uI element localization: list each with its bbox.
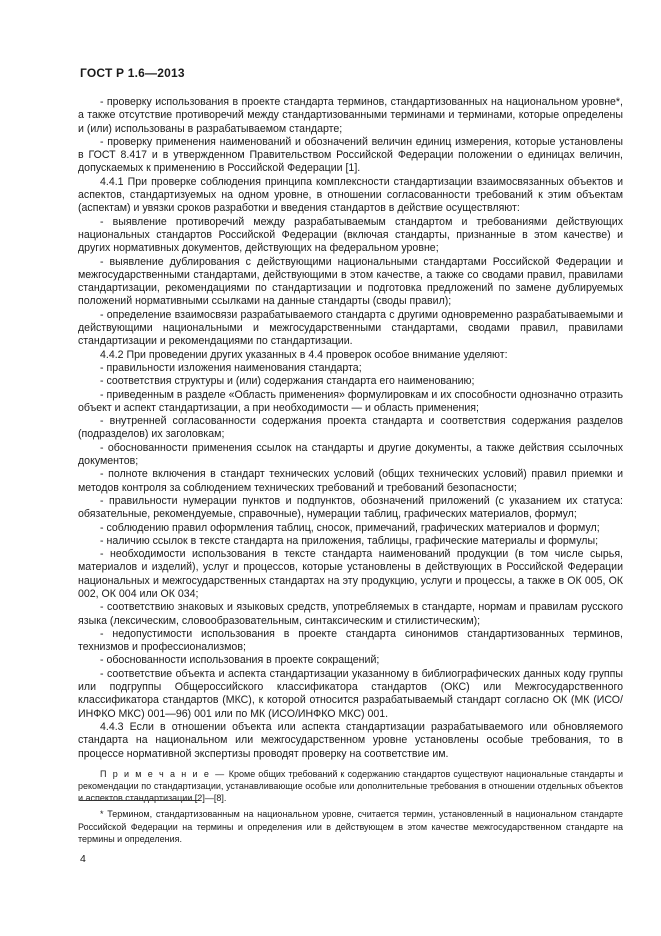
paragraph: - соответствия структуры и (или) содержания стандарта его наименованию; bbox=[100, 375, 475, 388]
note-label: П р и м е ч а н и е — bbox=[100, 768, 226, 779]
footnote-text: * Термином, стандартизованным на национальном уровне, считается термин, установленный в национальном стандарте Российской Федерации на термины и определения или в действующем в этом качестве межгосударственном стандарте на термины и определения. bbox=[78, 809, 623, 844]
paragraph: - проверку использования в проекте стандарта терминов, стандартизованных на национальном уровне*, а также отсутствие противоречий между стандартизованными терминами и терминами, которые определены и (или) использованы в разрабатываемом стандарте; bbox=[78, 96, 623, 135]
paragraph: - соответствию знаковых и языковых средств, употребляемых в стандарте, нормам и правилам русского языка (лексическим, словообразовательным, синтаксическим и стилистическим); bbox=[78, 601, 623, 627]
paragraph: - обоснованности применения ссылок на стандарты и другие документы, а также действия ссылочных документов; bbox=[78, 441, 623, 468]
paragraph: - проверку применения наименований и обозначений величин единиц измерения, которые установлены в ГОСТ 8.417 и в утвержденном Правительством Российской Федерации положении о единицах величин, допускаемых к применению в Российской Федерации [1]. bbox=[78, 135, 623, 175]
paragraph: - определение взаимосвязи разрабатываемого стандарта с другими одновременно разрабатываемыми и действующими национальными и межгосударственными стандартами, сводами правил, правилами стандартизации и рекомендациями по стандартизации. bbox=[78, 308, 623, 348]
paragraph: - соответствие объекта и аспекта стандартизации указанному в библиографических данных коду группы или подгруппы Общероссийского классификатора стандартов (ОКС) или Межгосударственного классификатора стандартов (МКС), к которой относится разрабатываемый стандарт согласно ОК (МК (ИСО/ИНФКО МКС) 001—96) 001 или по МК (ИСО/ИНФКО МКС) 001. bbox=[78, 667, 623, 720]
paragraph: - наличию ссылок в тексте стандарта на приложения, таблицы, графические материалы и формулы; bbox=[100, 534, 599, 547]
paragraph: 4.4.3 Если в отношении объекта или аспекта стандартизации разрабатываемого или обновляемого стандарта на национальном или межгосударственном уровне установлены особые требования, то в процессе нормативной экспертизы проводят проверку на соответствие им. bbox=[78, 720, 623, 760]
paragraph: - внутренней согласованности содержания проекта стандарта и соответствия содержания разделов (подразделов) их заголовкам; bbox=[78, 415, 623, 441]
document-header: ГОСТ Р 1.6—2013 bbox=[80, 66, 185, 80]
paragraph: - полноте включения в стандарт технических условий (общих технических условий) правил приемки и методов контроля за соблюдением технических требований и требований безопасности; bbox=[78, 468, 623, 494]
body-text bbox=[78, 96, 623, 804]
paragraph: 4.4.2 При проведении других указанных в 4.4 проверок особое внимание уделяют: bbox=[100, 348, 508, 361]
paragraph: - необходимости использования в тексте стандарта наименований продукции (в том числе сырья, материалов и изделий), услуг и процессов, которые установлены в действующих в Российской Федерации национальных и межгосударственных стандартах на эту продукцию, услуги и процессы, а также в ОК 005, ОК 002, ОК 004 или ОК 034; bbox=[78, 548, 623, 600]
note bbox=[78, 768, 623, 804]
paragraph: - выявление дублирования с действующими национальными стандартами Российской Федерации и межгосударственными стандартами, действующими в этом качестве, а также со сводами правил, правилами стандартизации, рекомендациями по стандартизации и подготовка предложений по замене дублируемых положений нормативными ссылками на данные стандарты (своды правил); bbox=[78, 255, 623, 308]
paragraph: - соблюдению правил оформления таблиц, сносок, примечаний, графических материалов и формул; bbox=[100, 521, 600, 534]
paragraph: - выявление противоречий между разрабатываемым стандартом и требованиями действующих национальных стандартов Российской Федерации (включая стандарты, признанные в этом качестве) и других нормативных документов, действующих на федеральном уровне; bbox=[78, 215, 623, 255]
footnote-divider bbox=[80, 800, 200, 801]
paragraph: - приведенным в разделе «Область применения» формулировкам и их способности однозначно отразить объект и аспект стандартизации, а при необходимости — и область применения; bbox=[78, 388, 623, 414]
paragraph: - правильности нумерации пунктов и подпунктов, обозначений приложений (с указанием их статуса: обязательные, рекомендуемые, справочные), нумерации таблиц, графических материалов, формул; bbox=[78, 494, 623, 521]
page-number: 4 bbox=[80, 853, 86, 865]
note-text: Кроме общих требований к содержанию стандартов существуют национальные стандарты и рекомендации по стандартизации, устанавливающие особые или дополнительные требования в отношении отдельных объектов и аспектов стандартизации [2]—[8]. bbox=[78, 768, 623, 803]
paragraph: - недопустимости использования в проекте стандарта синонимов стандартизованных терминов, технизмов и профессионализмов; bbox=[78, 627, 623, 654]
paragraph: 4.4.1 При проверке соблюдения принципа комплексности стандартизации взаимосвязанных объектов и аспектов, стандартизуемых на одном уровне, в отношении согласованности требований к этим объектам (аспектам) и увязки сроков разработки и введения стандартов в действие осуществляют: bbox=[78, 175, 623, 215]
footnote bbox=[78, 808, 623, 846]
paragraph: - обоснованности использования в проекте сокращений; bbox=[100, 654, 380, 667]
paragraph: - правильности изложения наименования стандарта; bbox=[100, 361, 362, 374]
